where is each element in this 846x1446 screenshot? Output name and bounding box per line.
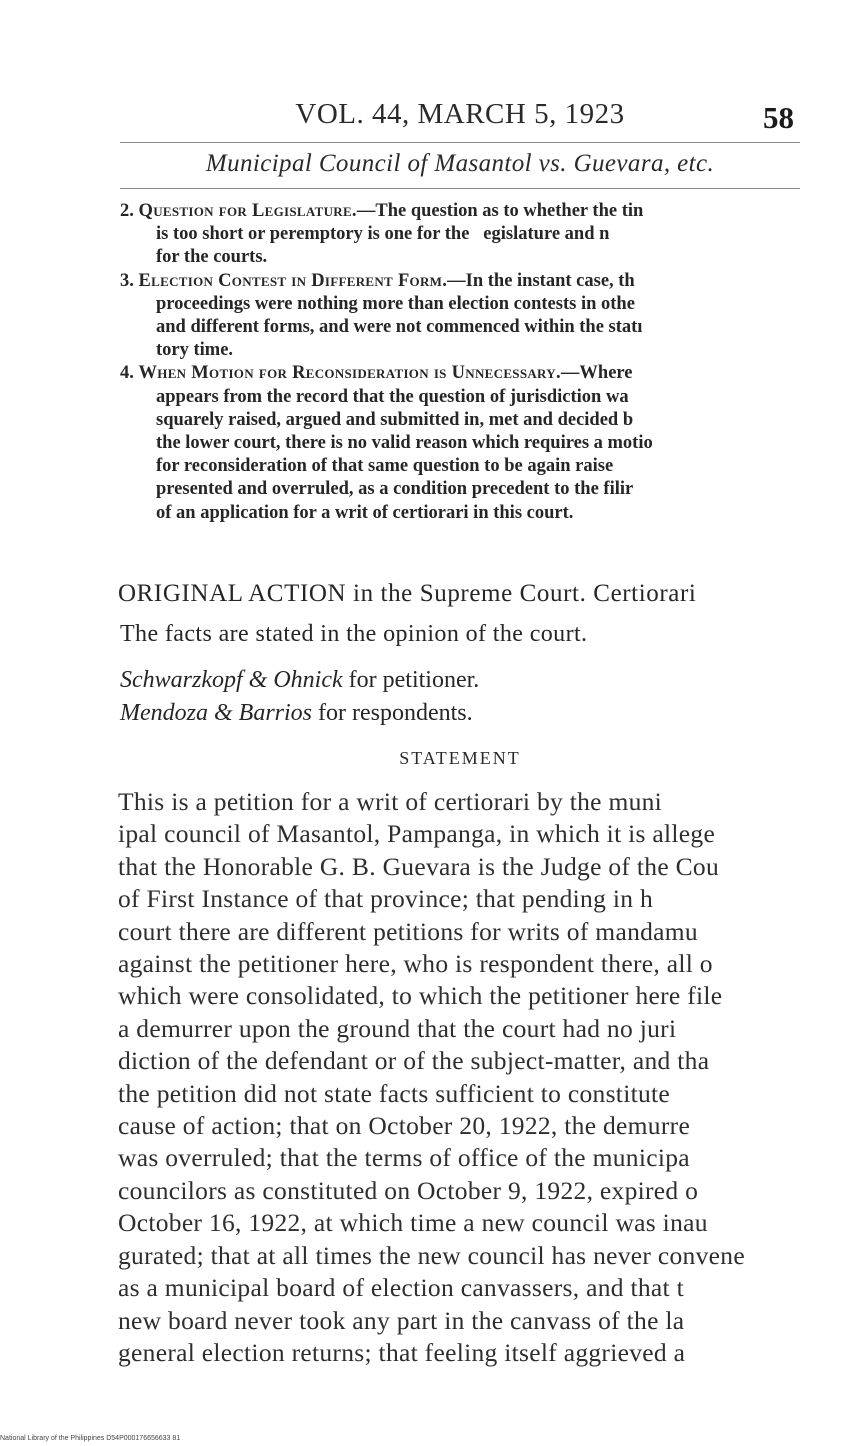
statement-line: as a municipal board of election canvassers, and that t [118, 1273, 684, 1303]
syllabus-line: squarely raised, argued and submitted in, met and decided b [156, 409, 634, 430]
syllabus-text: —In the instant case, th [447, 270, 635, 291]
syllabus-line: presented and overruled, as a condition precedent to the filir [156, 479, 634, 500]
counsel-names: Mendoza & Barrios [120, 700, 312, 726]
syllabus-line: for reconsideration of that same question to be again raise [156, 456, 614, 477]
syllabus-line: for the courts. [156, 247, 268, 268]
syllabus-item [120, 362, 810, 524]
statement-heading: STATEMENT [399, 748, 521, 768]
counsel-names: Schwarzkopf & Ohnick [120, 667, 343, 693]
page-number: 58 [763, 100, 794, 135]
statement-line: that the Honorable G. B. Guevara is the Judge of the Cou [118, 851, 720, 881]
statement-line: new board never took any part in the canvass of the la [118, 1305, 685, 1335]
statement-line: councilors as constituted on October 9, 1922, expired o [118, 1175, 699, 1205]
statement-line: October 16, 1922, at which time a new council was inau [118, 1208, 708, 1238]
syllabus-text: —The question as to whether the tin [356, 201, 644, 221]
syllabus-number: 4. [120, 363, 134, 384]
facts-line: The facts are stated in the opinion of the court. [120, 621, 588, 647]
original-action: ORIGINAL ACTION in the Supreme Court. Certiorari [118, 580, 697, 607]
syllabus-number: 3. [120, 270, 134, 291]
counsel-block [120, 664, 479, 730]
title-rule [120, 188, 800, 189]
syllabus-line: is too short or peremptory is one for the egislature and n [156, 224, 610, 245]
syllabus-line: tory time. [156, 340, 234, 361]
counsel-respondents [120, 697, 479, 730]
syllabus-line: and different forms, and were not commenced within the statı [156, 317, 643, 338]
syllabus-first-line [120, 270, 810, 293]
statement-line: a demurrer upon the ground that the court had no juri [118, 1013, 677, 1043]
statement-line: cause of action; that on October 20, 1922, the demurre [118, 1111, 691, 1141]
footer-watermark: National Library of the Philippines D54P000176656633 81 [0, 1435, 181, 1442]
syllabus-number: 2. [120, 201, 134, 221]
statement-line: the petition did not state facts sufficient to constitute [118, 1078, 671, 1108]
syllabus-line: of an application for a writ of certiorari in this court. [156, 502, 574, 523]
running-head: VOL. 44, MARCH 5, 1923 [295, 98, 625, 130]
statement-line: which were consolidated, to which the petitioner here file [118, 981, 723, 1011]
syllabus-text: —Where [560, 363, 633, 384]
syllabus-heading: Question for Legislature. [138, 201, 357, 221]
statement-line: gurated; that at all times the new council has never convene [118, 1240, 745, 1270]
counsel-role: for petitioner. [342, 667, 480, 693]
statement-line: of First Instance of that province; that pending in h [118, 884, 653, 914]
syllabus-item [120, 270, 810, 363]
header-rule [120, 142, 800, 143]
statement-line: diction of the defendant or of the subject-matter, and tha [118, 1046, 710, 1076]
counsel-role: for respondents. [312, 700, 473, 726]
statement-line: general election returns; that feeling itself aggrieved a [118, 1337, 686, 1367]
statement-line: This is a petition for a writ of certiorari by the muni [118, 787, 663, 816]
syllabus-first-line [120, 200, 810, 223]
syllabus-heading: Election Contest in Different Form. [138, 270, 448, 291]
syllabus-line: proceedings were nothing more than election contests in othe [156, 293, 635, 314]
syllabus-first-line [120, 362, 810, 385]
statement-line: against the petitioner here, who is respondent there, all o [118, 949, 713, 979]
syllabus-line: the lower court, there is no valid reason which requires a motio [156, 433, 653, 454]
case-title: Municipal Council of Masantol vs. Guevara, etc. [205, 150, 715, 177]
statement-line: court there are different petitions for writs of mandamu [118, 916, 698, 946]
syllabus-item [120, 200, 810, 270]
statement-line: was overruled; that the terms of office of the municipa [118, 1143, 690, 1173]
counsel-petitioner [120, 664, 479, 697]
statement-line: ipal council of Masantol, Pampanga, in which it is allege [118, 819, 716, 849]
syllabus-line: appears from the record that the question of jurisdiction wa [156, 386, 629, 407]
statement-body [118, 786, 838, 1369]
syllabus-heading: When Motion for Reconsideration is Unnecessary. [138, 363, 561, 384]
syllabus [120, 200, 810, 525]
